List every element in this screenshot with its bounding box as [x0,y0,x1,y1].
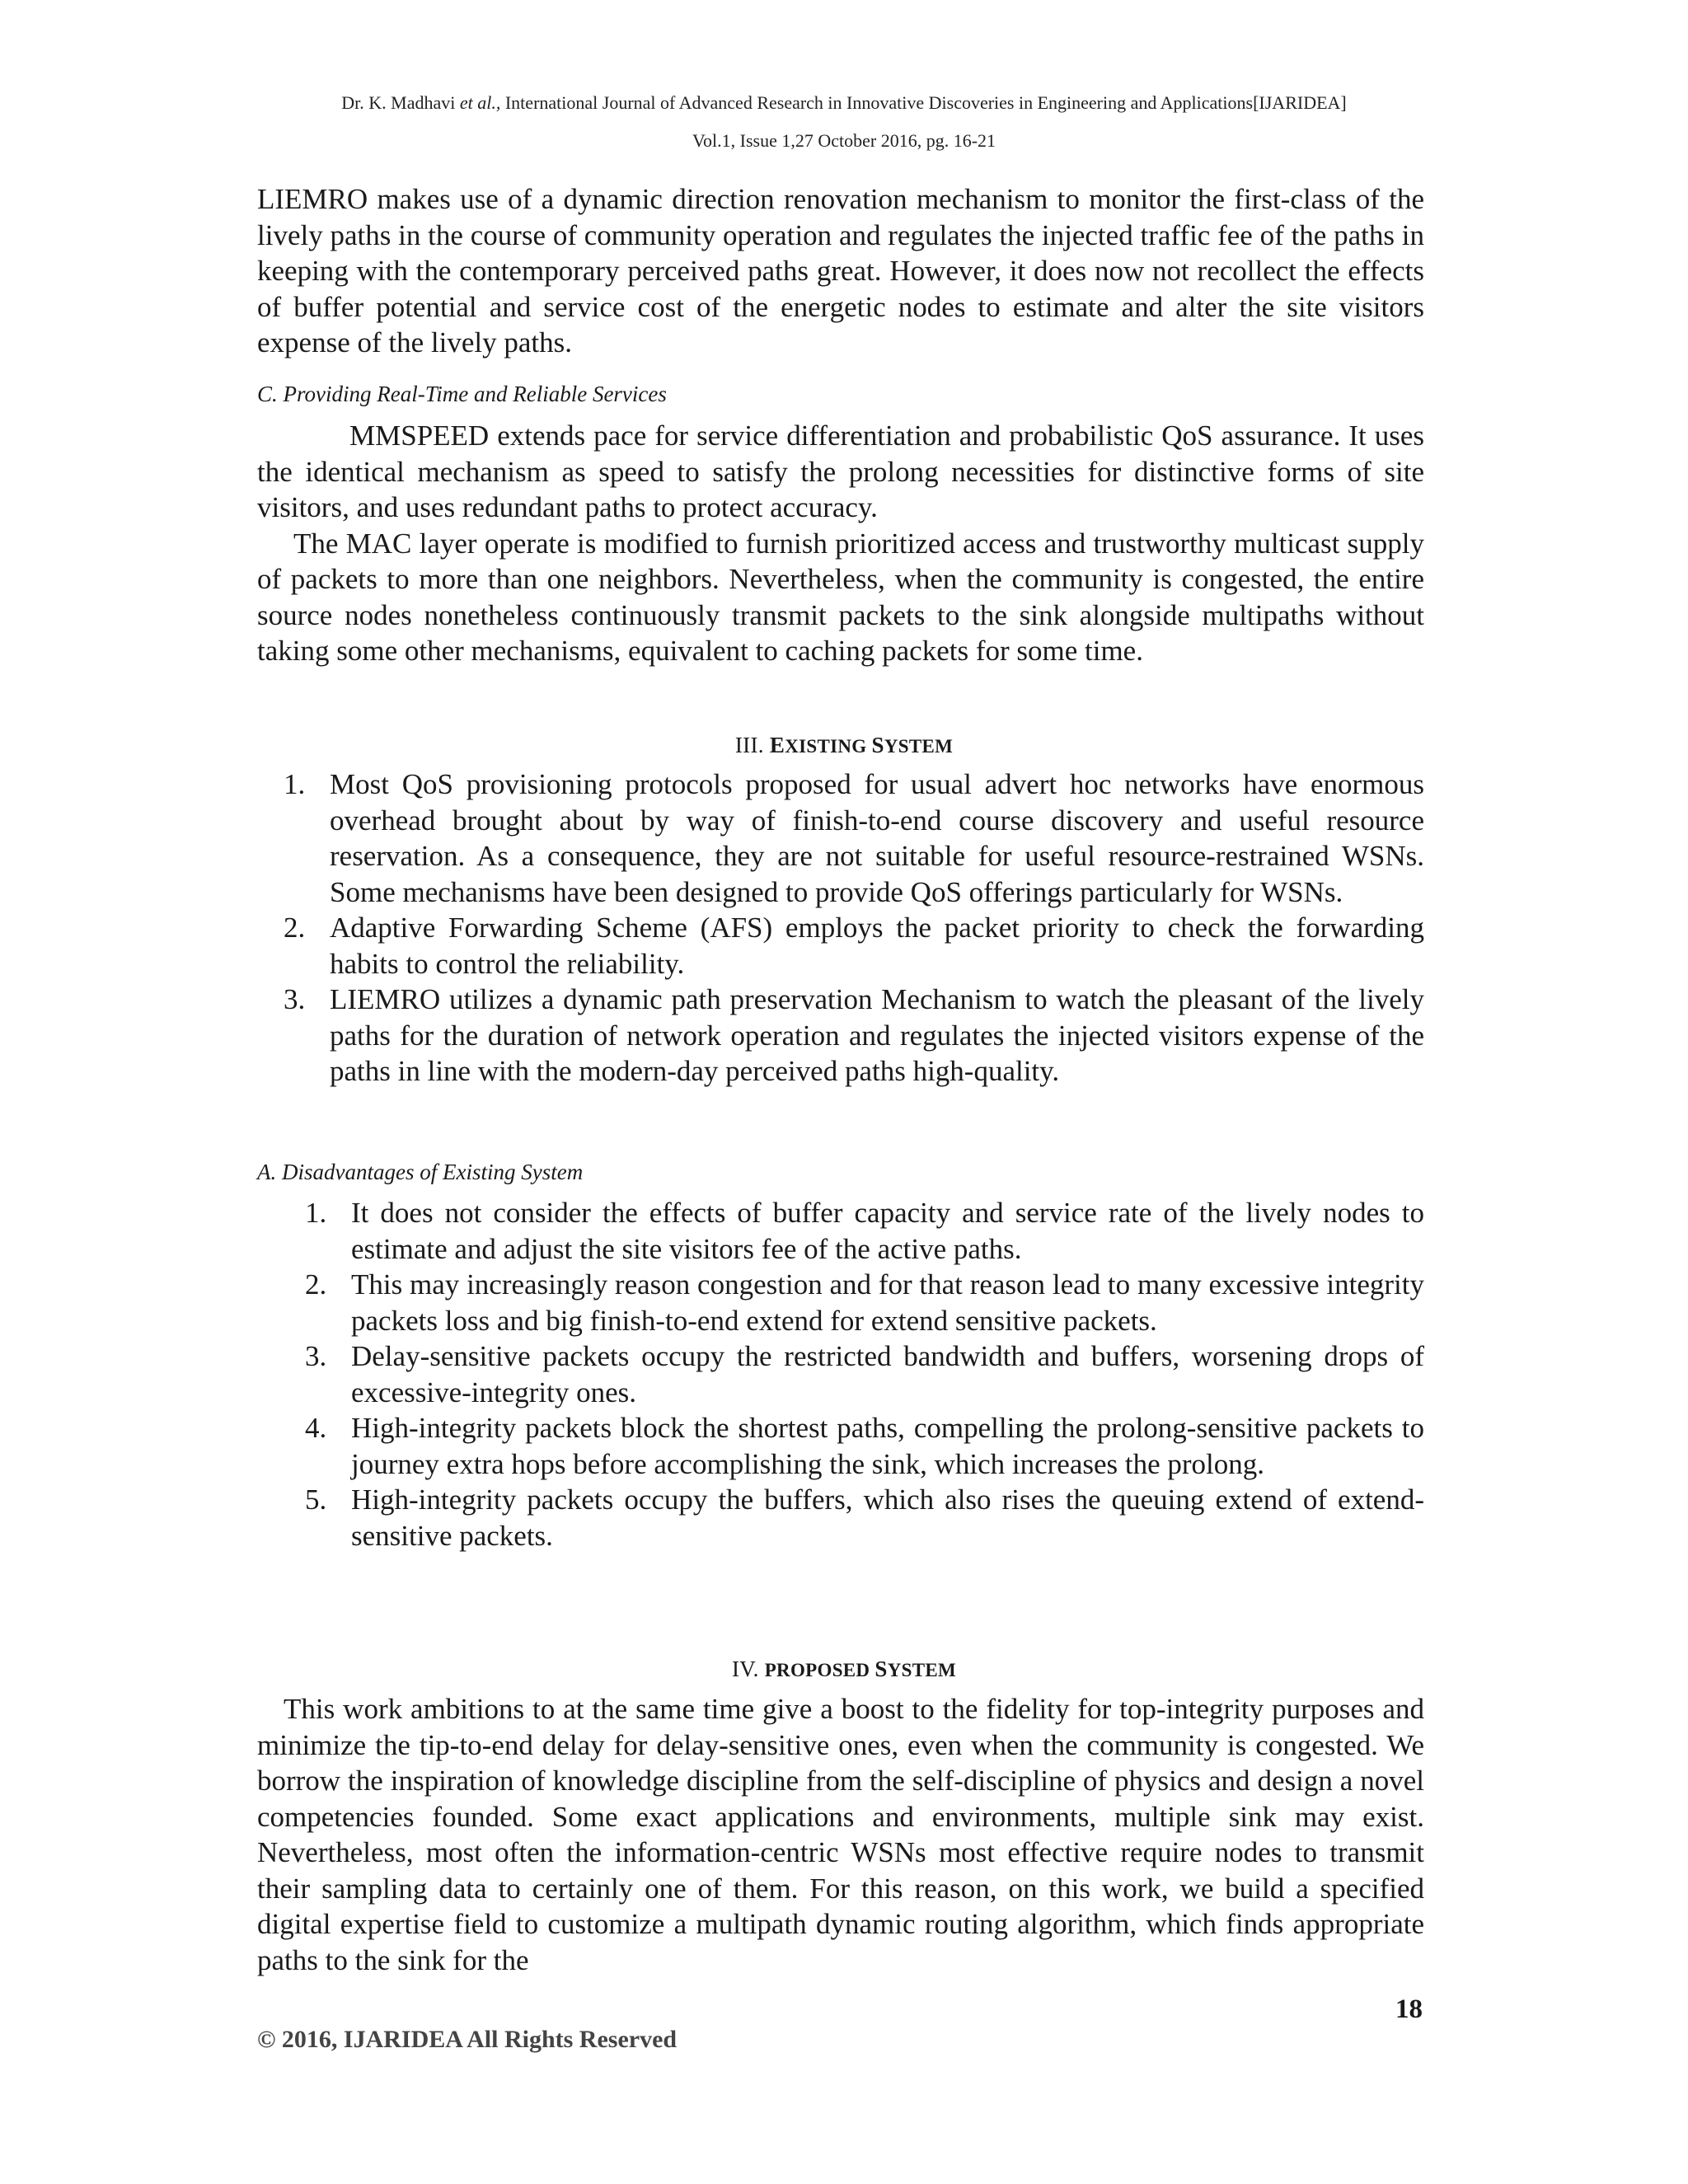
section-4-title-part: PROPOSED [764,1660,875,1680]
section-3-title-initial: E [769,733,785,757]
section-3-number: III. [734,733,770,757]
copyright-notice: © 2016, IJARIDEA All Rights Reserved [257,2026,678,2053]
subsection-c-heading: C. Providing Real-Time and Reliable Services [257,382,667,406]
running-header-volume: Vol.1, Issue 1,27 October 2016, pg. 16-21 [692,130,996,151]
list-item-text: High-integrity packets block the shortest paths, compelling the prolong-sensitive packets to journey extra hops before accomplishing the sink, which increases the prolong. [351,1412,1424,1480]
section-4-heading [0,1657,1688,1682]
list-item-text: Delay-sensitive packets occupy the restricted bandwidth and buffers, worsening drops of excessive-integrity ones. [351,1340,1424,1408]
section-4-title-initial-s: S [874,1657,888,1681]
list-item-text: High-integrity packets occupy the buffers, which also rises the queuing extend of extend-sensitive packets. [351,1483,1424,1552]
paragraph-liemro: LIEMRO makes use of a dynamic direction renovation mechanism to monitor the first-class of the lively paths in the course of community operation and regulates the injected traffic fee of the paths in keeping with the contemporary perceived paths great. However, it does now not recollect the effects of buffer potential and service cost of the energetic nodes to estimate and alter the site visitors expense of the lively paths. [257,183,1424,359]
section-4-number: IV. [731,1657,765,1681]
page-number: 18 [1395,1994,1423,2024]
disadvantages-list [305,1195,1424,1554]
section-3-title-initial-s: S [871,733,884,757]
list-item: 3. Delay-sensitive packets occupy the restricted bandwidth and buffers, worsening drops of excessive-integrity ones. [305,1340,1424,1408]
list-item-text: Most QoS provisioning protocols proposed for usual advert hoc networks have enormous overhead brought about by way of finish-to-end course discovery and useful resource reservation. As a consequence, they are not suitable for useful resource-restrained WSNs. Some mechanisms have been designed to provide QoS offerings particularly for WSNs. [330,768,1424,908]
list-item-text: Adaptive Forwarding Scheme (AFS) employs the packet priority to check the forwarding habits to control the reliability. [330,912,1424,980]
subsection-a-heading-wrap [257,1160,1424,1185]
section-3-title-part-2: YSTEM [884,736,954,757]
list-item: 5. High-integrity packets occupy the buffers, which also rises the queuing extend of extend-sensitive packets. [305,1483,1424,1552]
list-item: 3. LIEMRO utilizes a dynamic path preservation Mechanism to watch the pleasant of the lively paths for the duration of network operation and regulates the injected visitors expense of the paths in line with the modern-day perceived paths high-quality. [284,983,1424,1087]
list-item-text: This may increasingly reason congestion and for that reason lead to many excessive integrity packets loss and big finish-to-end extend for extend sensitive packets. [351,1268,1424,1337]
section-3-heading [0,733,1688,758]
section-3-title-part: XISTING [785,736,872,757]
list-item: 2. Adaptive Forwarding Scheme (AFS) employs the packet priority to check the forwarding habits to control the reliability. [284,912,1424,980]
paragraph-proposed-system: This work ambitions to at the same time give a boost to the fidelity for top-integrity purposes and minimize the tip-to-end delay for delay-sensitive ones, even when the community is congested. We borrow the inspiration of knowledge discipline from the self-discipline of physics and design a novel competencies founded. Some exact applications and environments, multiple sink may exist. Nevertheless, most often the information-centric WSNs most effective require nodes to transmit their sampling data to certainly one of them. For this reason, on this work, we build a specified digital expertise field to customize a multipath dynamic routing algorithm, which finds appropriate paths to the sink for the [257,1693,1424,1976]
paragraph-mac-layer: The MAC layer operate is modified to furnish prioritized access and trustworthy multicast supply of packets to more than one neighbors. Nevertheless, when the community is congested, the entire source nodes nonetheless continuously transmit packets to the sink alongside multipaths without taking some other mechanisms, equivalent to caching packets for some time. [257,527,1424,667]
paragraph-mmspeed: MMSPEED extends pace for service differentiation and probabilistic QoS assurance. It uses the identical mechanism as speed to satisfy the prolong necessities for distinctive forms of site visitors, and uses redundant paths to protect accuracy. [257,419,1424,523]
header-etal: et al., [459,92,501,113]
subsection-c-heading-wrap [257,382,1424,407]
list-item: 4. High-integrity packets block the shortest paths, compelling the prolong-sensitive packets to journey extra hops before accomplishing the sink, which increases the prolong. [305,1412,1424,1480]
existing-system-list [284,766,1424,1090]
subsection-a-heading: A. Disadvantages of Existing System [257,1160,584,1184]
section-4-title-part-2: YSTEM [887,1660,957,1680]
list-item-text: LIEMRO utilizes a dynamic path preservation Mechanism to watch the pleasant of the lively paths for the duration of network operation and regulates the injected visitors expense of the paths in line with the modern-day perceived paths high-quality. [330,983,1424,1087]
header-author: Dr. K. Madhavi [341,92,460,113]
list-item: 2. This may increasingly reason congestion and for that reason lead to many excessive integrity packets loss and big finish-to-end extend for extend sensitive packets. [305,1268,1424,1337]
list-item: 1. Most QoS provisioning protocols proposed for usual advert hoc networks have enormous overhead brought about by way of finish-to-end course discovery and useful resource reservation. As a consequence, they are not suitable for useful resource-restrained WSNs. Some mechanisms have been designed to provide QoS offerings particularly for WSNs. [284,768,1424,908]
running-header-citation [0,92,1688,114]
header-journal: International Journal of Advanced Research in Innovative Discoveries in Engineering and Applications[IJARIDEA] [500,92,1347,113]
intro-block [257,181,1424,361]
section-4-body [257,1691,1424,1978]
subsection-c-body [257,418,1424,669]
list-item-text: It does not consider the effects of buffer capacity and service rate of the lively nodes to estimate and adjust the site visitors fee of the active paths. [351,1197,1424,1265]
list-item: 1. It does not consider the effects of buffer capacity and service rate of the lively nodes to estimate and adjust the site visitors fee of the active paths. [305,1197,1424,1265]
